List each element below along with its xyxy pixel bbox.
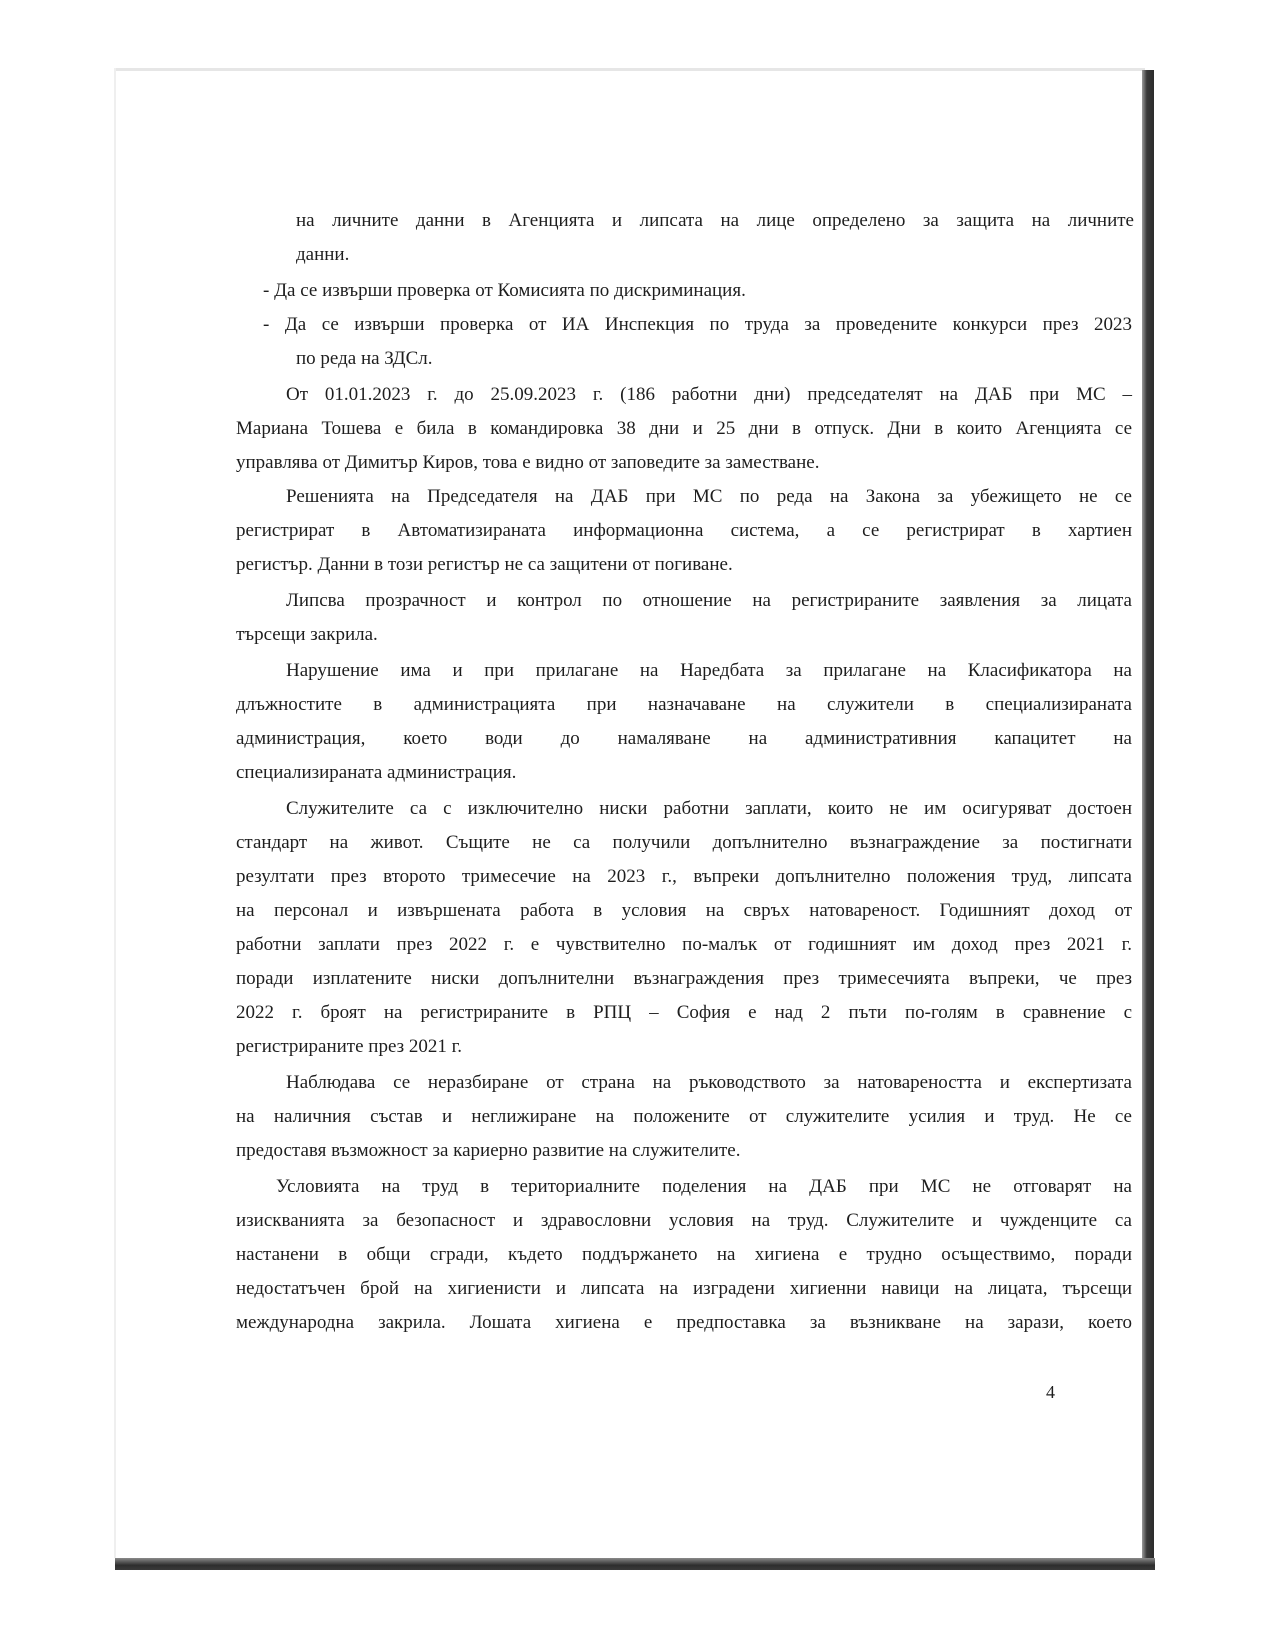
text-line: работни заплати през 2022 г. е чувствително по-малък от годишният им доход през 2021 г. xyxy=(236,934,1132,955)
paragraph-first-line: Липсва прозрачност и контрол по отношение на регистрираните заявления за лицата xyxy=(286,590,1132,611)
text-line: международна закрила. Лошата хигиена е предпоставка за възникване на зарази, което xyxy=(236,1312,1132,1333)
paragraph-first-line: Наблюдава се неразбиране от страна на ръководството за натовареността и експертизата xyxy=(286,1072,1132,1093)
scan-edge-bottom xyxy=(115,1558,1155,1570)
text-line: настанени в общи сгради, където поддържането на хигиена е трудно осъществимо, поради xyxy=(236,1244,1132,1265)
text-line: търсещи закрила. xyxy=(236,624,378,645)
text-line: длъжностите в администрацията при назначаване на служители в специализираната xyxy=(236,694,1132,715)
text-line: поради изплатените ниски допълнителни възнаграждения през тримесечията въпреки, че през xyxy=(236,968,1132,989)
bullet-item: - Да се извърши проверка от ИА Инспекция по труда за проведените конкурси през 2023 xyxy=(263,314,1132,335)
text-line: администрация, което води до намаляване на административния капацитет на xyxy=(236,728,1132,749)
paragraph-first-line: От 01.01.2023 г. до 25.09.2023 г. (186 работни дни) председателят на ДАБ при МС – xyxy=(286,384,1132,405)
text-line: на наличния състав и неглижиране на положените от служителите усилия и труд. Не се xyxy=(236,1106,1132,1127)
text-line: данни. xyxy=(296,244,350,265)
text-line: 2022 г. броят на регистрираните в РПЦ – София е над 2 пъти по-голям в сравнение с xyxy=(236,1002,1132,1023)
text-line: недостатъчен брой на хигиенисти и липсата на изградени хигиенни навици на лицата, търсещи xyxy=(236,1278,1132,1299)
text-line: стандарт на живот. Същите не са получили допълнително възнаграждение за постигнати xyxy=(236,832,1132,853)
text-line: Мариана Тошева е била в командировка 38 дни и 25 дни в отпуск. Дни в които Агенцията се xyxy=(236,418,1132,439)
text-line: предоставя възможност за кариерно развитие на служителите. xyxy=(236,1140,741,1161)
scan-edge-right xyxy=(1142,70,1154,1570)
document-page xyxy=(118,72,1142,1558)
page-number: 4 xyxy=(1046,1382,1055,1402)
text-line: изискванията за безопасност и здравословни условия на труд. Служителите и чужденците са xyxy=(236,1210,1132,1231)
text-line: регистър. Данни в този регистър не са защитени от погиване. xyxy=(236,554,733,575)
text-line: на персонал и извършената работа в условия на свръх натовареност. Годишният доход от xyxy=(236,900,1132,921)
paragraph-first-line: Условията на труд в териториалните поделения на ДАБ при МС не отговарят на xyxy=(276,1176,1132,1197)
scan-edge-top xyxy=(115,68,1145,71)
text-line: по реда на ЗДСл. xyxy=(296,348,433,369)
paragraph-first-line: Нарушение има и при прилагане на Наредбата за прилагане на Класификатора на xyxy=(286,660,1132,681)
text-line: регистрират в Автоматизираната информационна система, а се регистрират в хартиен xyxy=(236,520,1132,541)
text-line: резултати през второто тримесечие на 2023 г., въпреки допълнително положения труд, липсата xyxy=(236,866,1132,887)
text-line: на личните данни в Агенцията и липсата на лице определено за защита на личните xyxy=(296,210,1134,231)
text-line: регистрираните през 2021 г. xyxy=(236,1036,463,1057)
paragraph-first-line: Служителите са с изключително ниски работни заплати, които не им осигуряват достоен xyxy=(286,798,1132,819)
bullet-item: - Да се извърши проверка от Комисията по дискриминация. xyxy=(263,280,746,301)
text-line: специализираната администрация. xyxy=(236,762,517,783)
paragraph-first-line: Решенията на Председателя на ДАБ при МС по реда на Закона за убежището не се xyxy=(286,486,1132,507)
text-line: управлява от Димитър Киров, това е видно от заповедите за заместване. xyxy=(236,452,820,473)
scan-edge-left xyxy=(114,68,116,1558)
